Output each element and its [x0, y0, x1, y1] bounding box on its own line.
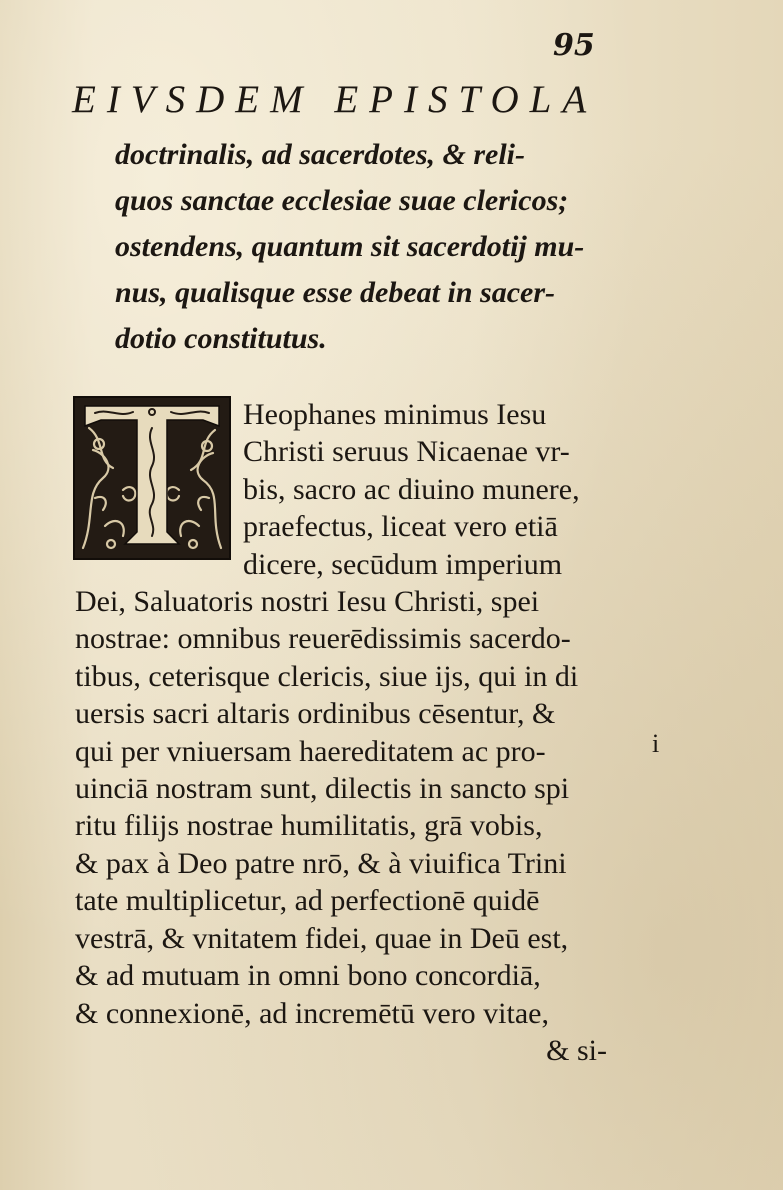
body-line: dicere, secūdum imperium: [243, 547, 563, 581]
body-line: & pax à Deo patre nrō, & à viuifica Trini: [75, 846, 567, 880]
body-line: Heophanes minimus Iesu: [243, 398, 547, 431]
body-line: uersis sacri altaris ordinibus cēsentur, &: [75, 697, 556, 731]
body-line: uinciā nostram sunt, dilectis in sancto spi: [75, 772, 570, 806]
ornamental-initial-icon: [73, 396, 231, 560]
body-line: nostrae: omnibus reuerēdissimis sacerdo-: [75, 622, 571, 656]
body-line: & connexionē, ad incremētū vero vitae,: [75, 996, 549, 1030]
body-line: & ad mutuam in omni bono concordiā,: [75, 959, 541, 993]
body-line: bis, sacro ac diuino munere,: [243, 472, 580, 506]
body-line: praefectus, liceat vero etiā: [243, 510, 558, 544]
page-title: EIVSDEM EPISTOLA: [72, 78, 598, 121]
body-line: ritu filijs nostrae humilitatis, grā vobis,: [75, 809, 543, 843]
subtitle-line: quos sanctae ecclesiae suae clericos;: [115, 184, 569, 217]
subtitle-line: doctrinalis, ad sacerdotes, & reli-: [115, 138, 525, 171]
subtitle: [115, 132, 645, 362]
subtitle-line: dotio constitutus.: [115, 322, 327, 355]
margin-note: i: [652, 729, 660, 758]
body-line: Christi seruus Nicaenae vr-: [243, 435, 570, 469]
body-line: tibus, ceterisque clericis, siue ijs, qui in di: [75, 659, 579, 693]
body-line: tate multiplicetur, ad perfectionē quidē: [75, 884, 540, 918]
body-line: qui per vniuersam haereditatem ac pro-: [75, 734, 546, 768]
subtitle-line: nus, qualisque esse debeat in sacer-: [115, 276, 556, 309]
body-line: vestrā, & vnitatem fidei, quae in Deū est,: [75, 921, 569, 955]
woodcut-ornament: [75, 398, 229, 558]
subtitle-line: ostendens, quantum sit sacerdotij mu-: [115, 230, 585, 263]
page-number: 95: [553, 28, 595, 63]
catchword: & si-: [546, 1033, 607, 1067]
body-line: Dei, Saluatoris nostri Iesu Christi, spei: [75, 585, 540, 619]
